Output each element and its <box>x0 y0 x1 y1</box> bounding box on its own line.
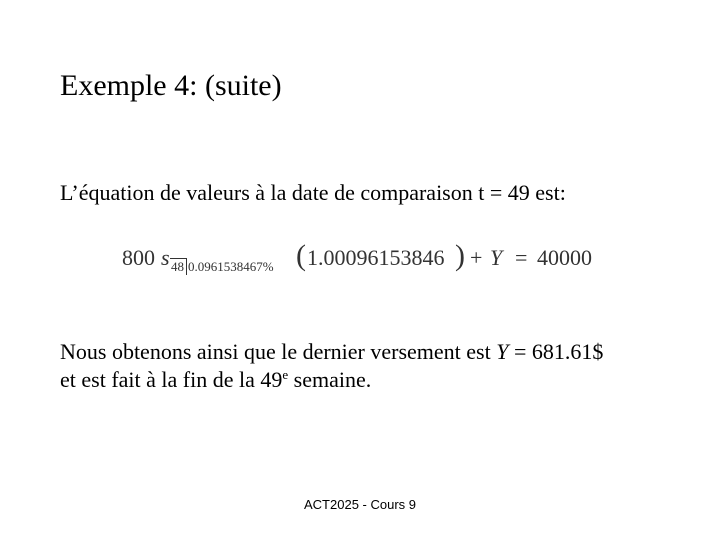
conclusion-text <box>60 338 603 394</box>
conclusion-line-1 <box>60 338 603 366</box>
equation-close-paren: ) <box>455 239 465 272</box>
equation-rhs: 40000 <box>537 245 592 270</box>
conclusion-ordinal: e <box>282 367 289 382</box>
equation-subscript-term: 48 <box>170 258 187 275</box>
conclusion-line2-suffix: semaine. <box>288 367 372 392</box>
equation-plus: + <box>470 245 483 270</box>
conclusion-line1-suffix: = 681.61$ <box>508 339 604 364</box>
slide-title: Exemple 4: (suite) <box>60 69 282 102</box>
equation-subscript <box>170 258 274 275</box>
equation-coefficient: 800 <box>122 245 155 270</box>
equation-unknown: Y <box>490 245 503 270</box>
equation-open-paren: ( <box>296 239 306 272</box>
slide-footer: ACT2025 - Cours 9 <box>304 497 416 512</box>
conclusion-line2-prefix: et est fait à la fin de la 49 <box>60 367 283 392</box>
equation-annuity-symbol: s <box>161 245 170 270</box>
conclusion-unknown: Y <box>496 339 509 364</box>
equation-factor: 1.00096153846 <box>307 245 445 270</box>
conclusion-line-2 <box>60 366 603 394</box>
equation-equals: = <box>515 245 528 270</box>
intro-text: L’équation de valeurs à la date de comparaison t = 49 est: <box>60 180 566 205</box>
equation-subscript-rate: 0.0961538467% <box>188 259 274 274</box>
conclusion-line1-prefix: Nous obtenons ainsi que le dernier versement est <box>60 339 497 364</box>
